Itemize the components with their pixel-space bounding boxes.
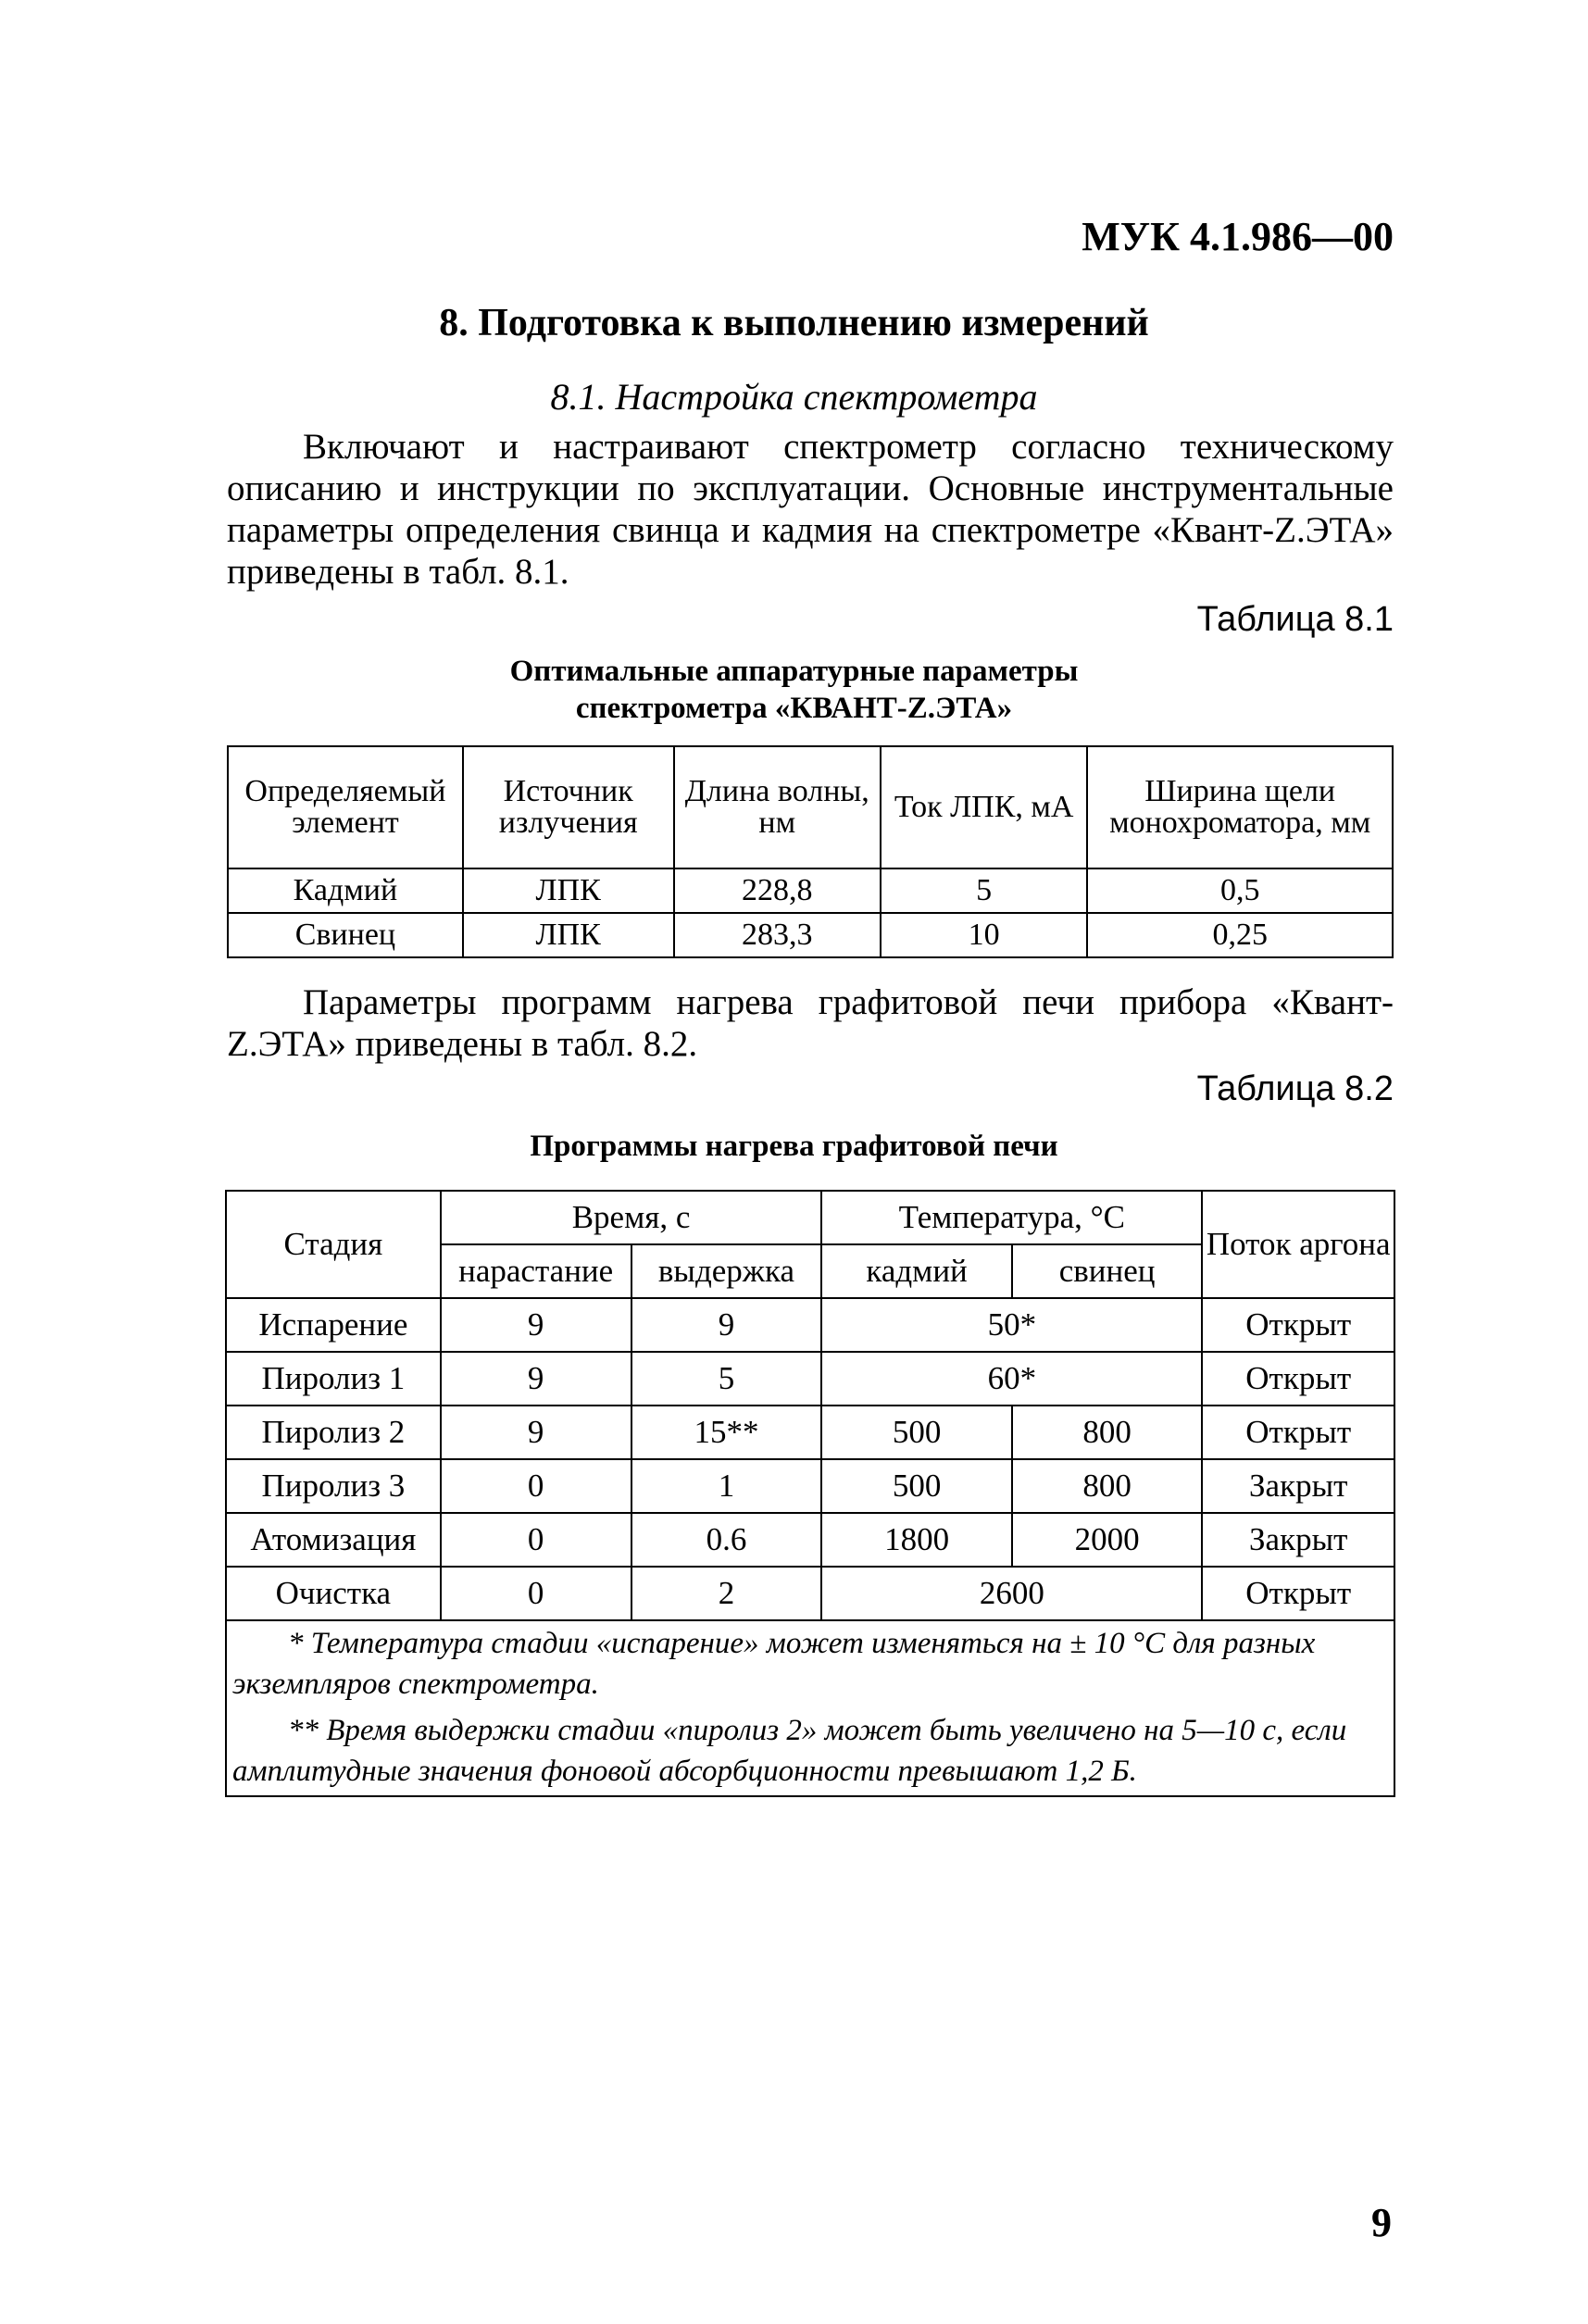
table-cell: 60* [821, 1352, 1202, 1406]
header-cell-stage: Стадия [226, 1191, 441, 1298]
table-row [228, 868, 1393, 913]
section-subtitle: 8.1. Настройка спектрометра [550, 376, 1038, 418]
table-cell: Открыт [1202, 1567, 1394, 1620]
table-cell: 50* [821, 1298, 1202, 1352]
table-cell: 2 [631, 1567, 822, 1620]
table-cell: Закрыт [1202, 1513, 1394, 1567]
table-cell: Пиролиз 2 [226, 1406, 441, 1459]
table-cell: Свинец [228, 913, 463, 957]
table-row [228, 913, 1393, 957]
header-cell-temperature: Температура, °С [821, 1191, 1202, 1244]
header-cell-ramp: нарастание [441, 1244, 631, 1298]
table-cell: 2600 [821, 1567, 1202, 1620]
table-row [226, 1406, 1394, 1459]
table-cell: 800 [1012, 1459, 1203, 1513]
table-footnotes [226, 1620, 1394, 1796]
table-cell: 10 [881, 913, 1087, 957]
table-cell: 1 [631, 1459, 822, 1513]
header-cell: Источник излучения [463, 746, 674, 868]
paragraph-spectrometer-setup [227, 426, 1394, 593]
instrument-parameters-table [227, 745, 1394, 958]
table-cell: Пиролиз 1 [226, 1352, 441, 1406]
table-cell: 228,8 [674, 868, 881, 913]
table-cell: Открыт [1202, 1352, 1394, 1406]
header-cell-cadmium: кадмий [821, 1244, 1012, 1298]
table-cell: Открыт [1202, 1406, 1394, 1459]
document-code: МУК 4.1.986—00 [1082, 214, 1394, 259]
table-header-row [226, 1191, 1394, 1244]
table-cell: Пиролиз 3 [226, 1459, 441, 1513]
header-cell-time: Время, с [441, 1191, 822, 1244]
table-cell: 9 [441, 1298, 631, 1352]
footnote-pyrolysis: ** Время выдержки стадии «пиролиз 2» может быть увеличено на 5—10 с, если амплитудные значения фоновой абсорбционности превышают 1,2 Б. [232, 1714, 1347, 1788]
header-cell: Длина волны, нм [674, 746, 881, 868]
table-cell: 0 [441, 1513, 631, 1567]
table1-number: Таблица 8.1 [1196, 600, 1394, 639]
table-row [226, 1298, 1394, 1352]
table-cell: ЛПК [463, 868, 674, 913]
table-cell: Открыт [1202, 1298, 1394, 1352]
paragraph-text: Параметры программ нагрева графитовой печи прибора «Квант-Z.ЭТА» приведены в табл. 8.2. [227, 982, 1394, 1064]
table1-caption-line1: Оптимальные аппаратурные параметры [509, 655, 1079, 688]
table-cell: 9 [441, 1406, 631, 1459]
header-cell: Ток ЛПК, мА [881, 746, 1087, 868]
table-cell: 0,25 [1087, 913, 1393, 957]
table-row [226, 1352, 1394, 1406]
table-cell: 5 [631, 1352, 822, 1406]
table-cell: Очистка [226, 1567, 441, 1620]
table-cell: Закрыт [1202, 1459, 1394, 1513]
table-cell: Испарение [226, 1298, 441, 1352]
table-cell: 500 [821, 1459, 1012, 1513]
header-cell: Ширина щели монохроматора, мм [1087, 746, 1393, 868]
header-cell-argon: Поток аргона [1202, 1191, 1394, 1298]
table-cell: 283,3 [674, 913, 881, 957]
table-row [226, 1513, 1394, 1567]
table-header-row [228, 746, 1393, 868]
table-cell: 15** [631, 1406, 822, 1459]
header-cell-hold: выдержка [631, 1244, 822, 1298]
table-row [226, 1459, 1394, 1513]
table-cell: 9 [631, 1298, 822, 1352]
table-cell: 0 [441, 1459, 631, 1513]
footnote-evaporation: * Температура стадии «испарение» может изменяться на ± 10 °С для разных экземпляров спектрометра. [232, 1627, 1316, 1701]
table2-number: Таблица 8.2 [1196, 1069, 1394, 1108]
table-cell: Атомизация [226, 1513, 441, 1567]
table-cell: 9 [441, 1352, 631, 1406]
paragraph-heating-programs [227, 981, 1394, 1065]
table-cell: 2000 [1012, 1513, 1203, 1567]
page-number: 9 [1371, 2200, 1392, 2245]
table-footnote-row [226, 1620, 1394, 1796]
table-cell: 0,5 [1087, 868, 1393, 913]
table-cell: ЛПК [463, 913, 674, 957]
table-cell: 500 [821, 1406, 1012, 1459]
heating-programs-table [225, 1190, 1395, 1797]
header-cell: Определяемый элемент [228, 746, 463, 868]
table-cell: Кадмий [228, 868, 463, 913]
section-title: 8. Подготовка к выполнению измерений [439, 302, 1149, 344]
table-row [226, 1567, 1394, 1620]
table-cell: 800 [1012, 1406, 1203, 1459]
table2-caption: Программы нагрева графитовой печи [530, 1130, 1058, 1163]
header-cell-lead: свинец [1012, 1244, 1203, 1298]
paragraph-text: Включают и настраивают спектрометр согласно техническому описанию и инструкции по эксплуатации. Основные инструментальные параметры определения свинца и кадмия на спектрометре «Квант-Z.ЭТА» приведены в табл. 8.1. [227, 427, 1394, 592]
table-cell: 0 [441, 1567, 631, 1620]
table1-caption-line2: спектрометра «КВАНТ-Z.ЭТА» [575, 692, 1013, 725]
table-cell: 1800 [821, 1513, 1012, 1567]
table-cell: 5 [881, 868, 1087, 913]
table-cell: 0.6 [631, 1513, 822, 1567]
